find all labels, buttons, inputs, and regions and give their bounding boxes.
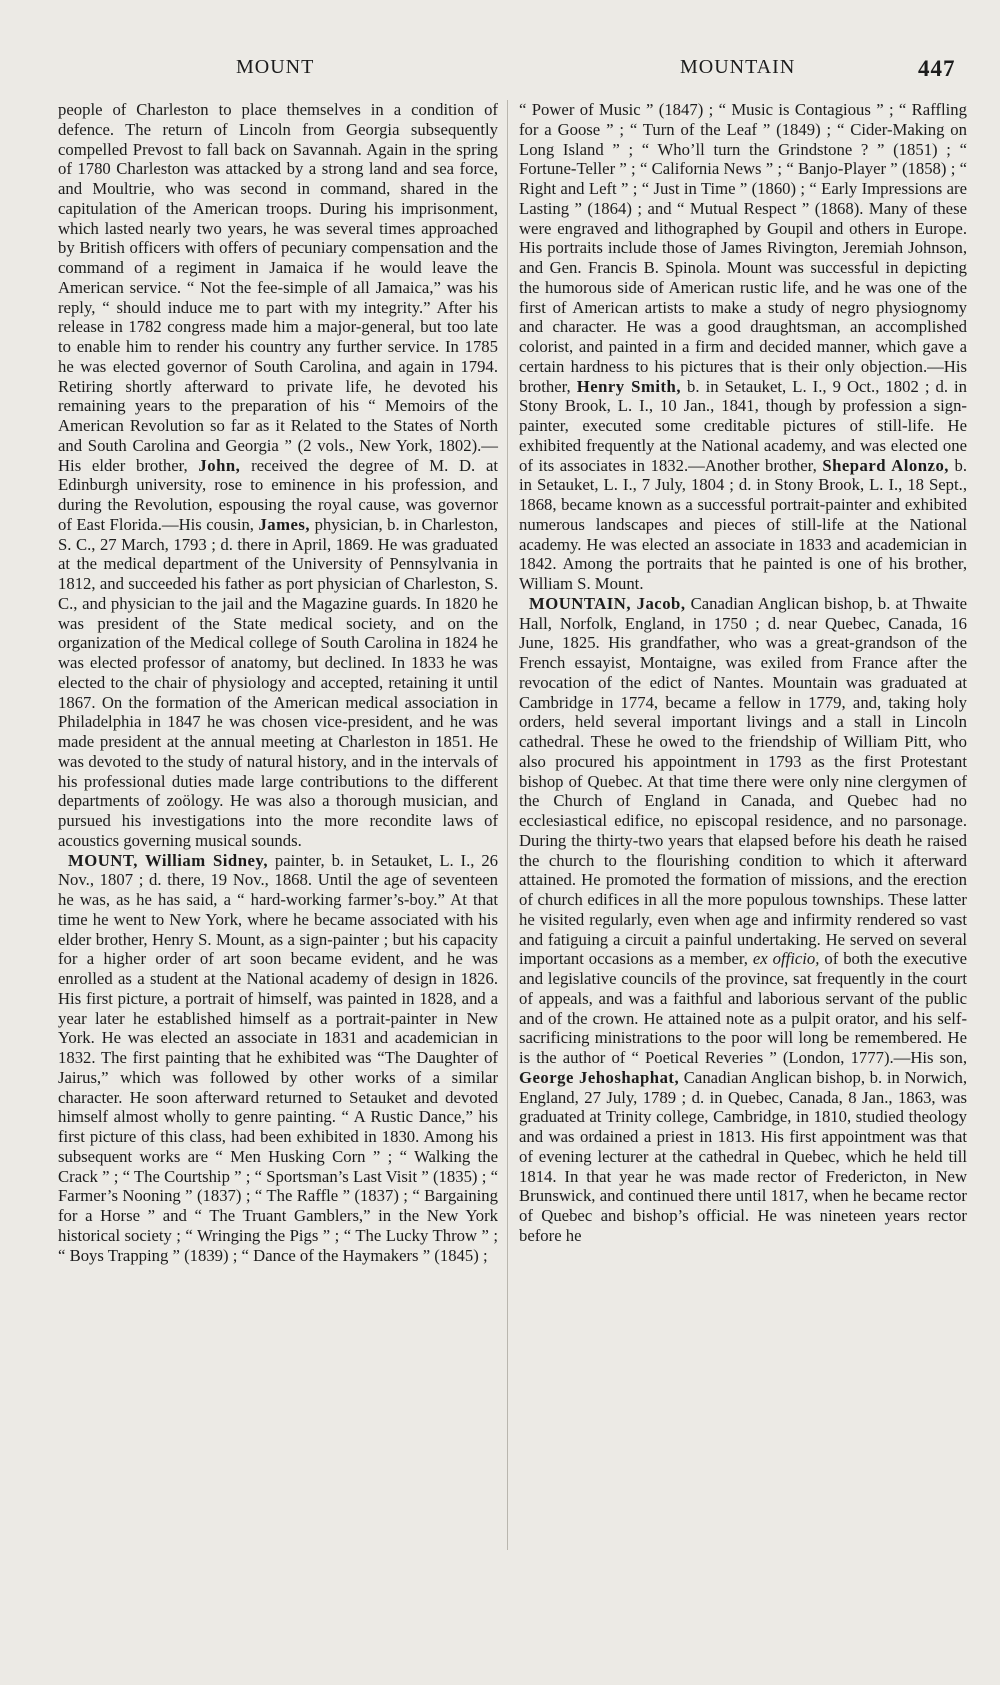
entry-name-james: James, bbox=[258, 514, 311, 534]
text-run: Canadian Anglican bishop, b. at Thwaite Hall, Norfolk, England, in 1750 ; d. near Quebec, Canada, 16 June, 1825. His grandfather, who was a great-grandson of the French essayist, Montaigne, was exiled from France after the revocation of the edict of Nantes. Mountain was graduated at Cambridge in 1774, became a fellow in 1779, and, taking holy orders, held several important livings and a stall in Lincoln cathedral. These he owed to the friendship of William Pitt, who also procured his appointment in 1793 as the first Protestant bishop of Quebec. At that time there were only nine clergymen of the Church of England in Canada, and Quebec had no ecclesiastical edifice, no episcopal residence, and no parsonage. During the thirty-two years that elapsed before his death he raised the church to the flourishing condition to which it afterward attained. He promoted the formation of missions, and the erection of church edifices in all the more populous townships. These latter he visited regularly, even when age and infirmity rendered so vast and fatiguing a circuit a painful undertaking. He served on several important occasions as a member, bbox=[519, 593, 968, 969]
column-divider bbox=[507, 100, 508, 1550]
text-run: b. in Setauket, L. I., 9 Oct., 1802 ; d. in Stony Brook, L. I., 10 Jan., 1841, though by profession a sign-painter, executed some creditable pictures of still-life. He exhibited frequently at the National academy, and was elected one of its associates in 1832.—Another brother, bbox=[519, 376, 968, 475]
entry-name-john: John, bbox=[198, 455, 241, 475]
text-run: received the degree of M. D. at Edinburgh university, rose to eminence in his profession, and during the Revolution, espousing the royal cause, was governor of East Florida.—His cousin, bbox=[58, 455, 498, 534]
running-header bbox=[0, 56, 1000, 86]
left-column bbox=[58, 100, 498, 1265]
text-run: painter, b. in Setauket, L. I., 26 Nov., 1807 ; d. there, 19 Nov., 1868. Until the age of seventeen he was, as he has said, a “ hard-working farmer’s-boy.” At that time he went to New York, where he became associated with his elder brother, Henry S. Mount, as a sign-painter ; but his capacity for a higher order of art soon became evident, and he was enrolled as a student at the National academy of design in 1826. His first picture, a portrait of himself, was painted in 1828, and a year later he established himself as a portrait-painter in New York. He was elected an associate in 1831 and academician in 1832. The first painting that he exhibited was “The Daughter of Jairus,” which was followed by other works of a similar character. He soon afterward returned to Setauket and devoted himself almost wholly to genre painting. “ A Rustic Dance,” his first picture of this class, had been exhibited in 1830. Among his subsequent works are “ Men Husking Corn ” ; “ Walking the Crack ” ; “ The Courtship ” ; “ Sportsman’s Last Visit ” (1835) ; “ Farmer’s Nooning ” (1837) ; “ The Raffle ” (1837) ; “ Bargaining for a Horse ” and “ The Truant Gamblers,” in the New York historical society ; “ Wringing the Pigs ” ; “ The Lucky Throw ” ; “ Boys Trapping ” (1839) ; “ Dance of the Haymakers ” (1845) ; bbox=[58, 850, 499, 1265]
text-run: “ Power of Music ” (1847) ; “ Music is Contagious ” ; “ Raffling for a Goose ” ; “ Turn of the Leaf ” (1849) ; “ Cider-Making on Long Island ” ; “ Who’ll turn the Grindstone ? ” (1851) ; “ Fortune-Teller ” ; “ California News ” ; “ Banjo-Player ” (1858) ; “ Right and Left ” ; “ Just in Time ” (1860) ; “ Early Impressions are Lasting ” (1864) ; and “ Mutual Respect ” (1868). Many of these were engraved and lithographed by Goupil and others in Europe. His portraits include those of James Rivington, Jeremiah Johnson, and Gen. Francis B. Spinola. Mount was successful in depicting the humorous side of American rustic life, and he was one of the first of American artists to make a study of negro physiognomy and character. He was a good draughtsman, an accomplished colorist, and painted in a firm and decided manner, which gave a certain hardness to his pictures that is their only objection.—His brother, bbox=[519, 100, 967, 396]
text-run: Canadian Anglican bishop, b. in Norwich, England, 27 July, 1789 ; d. in Quebec, Canada, 8 Jan., 1863, was graduated at Trinity college, Cambridge, in 1810, studied theology and was ordained a priest in 1813. His first appointment was that of evening lecturer at the cathedral in Quebec, which he held till 1814. In that year he was made rector of Fredericton, in New Brunswick, and continued there until 1817, when he became rector of Quebec and bishop’s official. He was nineteen years rector before he bbox=[519, 1067, 967, 1245]
paragraph-mount-works-continued bbox=[519, 100, 967, 594]
text-run: physician, b. in Charleston, S. C., 27 March, 1793 ; d. there in April, 1869. He was graduated at the medical department of the University of Pennsylvania in 1812, and succeeded his father as port physician of Charleston, S. C., and physician to the jail and the Magazine guards. In 1820 he was president of the State medical society, and on the organization of the Medical college of South Carolina in 1824 he was elected professor of anatomy, but declined. In 1833 he was elected to the chair of physiology and accepted, retaining it until 1867. On the formation of the American medical association in Philadelphia in 1847 he was chosen vice-president, and he was made president at the annual meeting at Charleston in 1851. He was devoted to the study of natural history, and in the intervals of his professional duties made large contributions to the different departments of zoölogy. He was also a thorough musician, and pursued his investigations into the more recondite laws of acoustics governing musical sounds. bbox=[58, 514, 499, 850]
entry-name-george-jehoshaphat: George Jehoshaphat, bbox=[519, 1067, 680, 1087]
text-run: people of Charleston to place themselves in a condition of defence. The return of Lincoln from Georgia subsequently compelled Prevost to fall back on Savannah. Again in the spring of 1780 Charleston was attacked by a strong land and sea force, and Moultrie, who was second in command, shared in the capitulation of the American troops. During his imprisonment, which lasted nearly two years, he was several times approached by British officers with offers of pecuniary compensation and the command of a regiment in Jamaica if he would leave the American service. “ Not the fee-simple of all Jamaica,” was his reply, “ should induce me to part with my integrity.” After his release in 1782 congress made him a major-general, but too late to enable him to render his country any further service. In 1785 he was elected governor of South Carolina, and again in 1794. Retiring shortly afterward to private life, he devoted his remaining years to the preparation of his “ Memoirs of the American Revolution so far as it Related to the States of North and South Carolina and Georgia ” (2 vols., New York, 1802).—His elder brother, bbox=[58, 100, 498, 475]
entry-mount-william-sidney bbox=[58, 851, 498, 1266]
page-number: 447 bbox=[918, 56, 956, 81]
header-left-word: MOUNT bbox=[236, 56, 315, 78]
entry-name-william-sidney: MOUNT, William Sidney, bbox=[68, 850, 268, 870]
header-right-word: MOUNTAIN bbox=[680, 56, 796, 78]
paragraph-moultrie-continued bbox=[58, 100, 498, 851]
text-run: b. in Setauket, L. I., 7 July, 1804 ; d. in Stony Brook, L. I., 18 Sept., 1868, became known as a successful portrait-painter and exhibited numerous landscapes and pieces of still-life at the National academy. He was elected an associate in 1833 and academician in 1842. Among the portraits that he painted is one of his brother, William S. Mount. bbox=[519, 455, 968, 593]
entry-name-shepard-alonzo: Shepard Alonzo, bbox=[822, 455, 949, 475]
italic-ex-officio: ex officio, bbox=[752, 949, 820, 969]
right-column bbox=[519, 100, 967, 1246]
entry-name-henry-smith: Henry Smith, bbox=[576, 376, 682, 396]
entry-mountain-jacob bbox=[519, 594, 967, 1246]
entry-name-jacob: MOUNTAIN, Jacob, bbox=[529, 593, 686, 613]
text-run: of both the executive and legislative councils of the province, sat frequently in the court of appeals, and was a faithful and laborious servant of the public and of the crown. He attained note as a pulpit orator, and his self-sacrificing ministrations to the poor will long be remembered. He is the author of “ Poetical Reveries ” (London, 1777).—His son, bbox=[519, 949, 968, 1067]
